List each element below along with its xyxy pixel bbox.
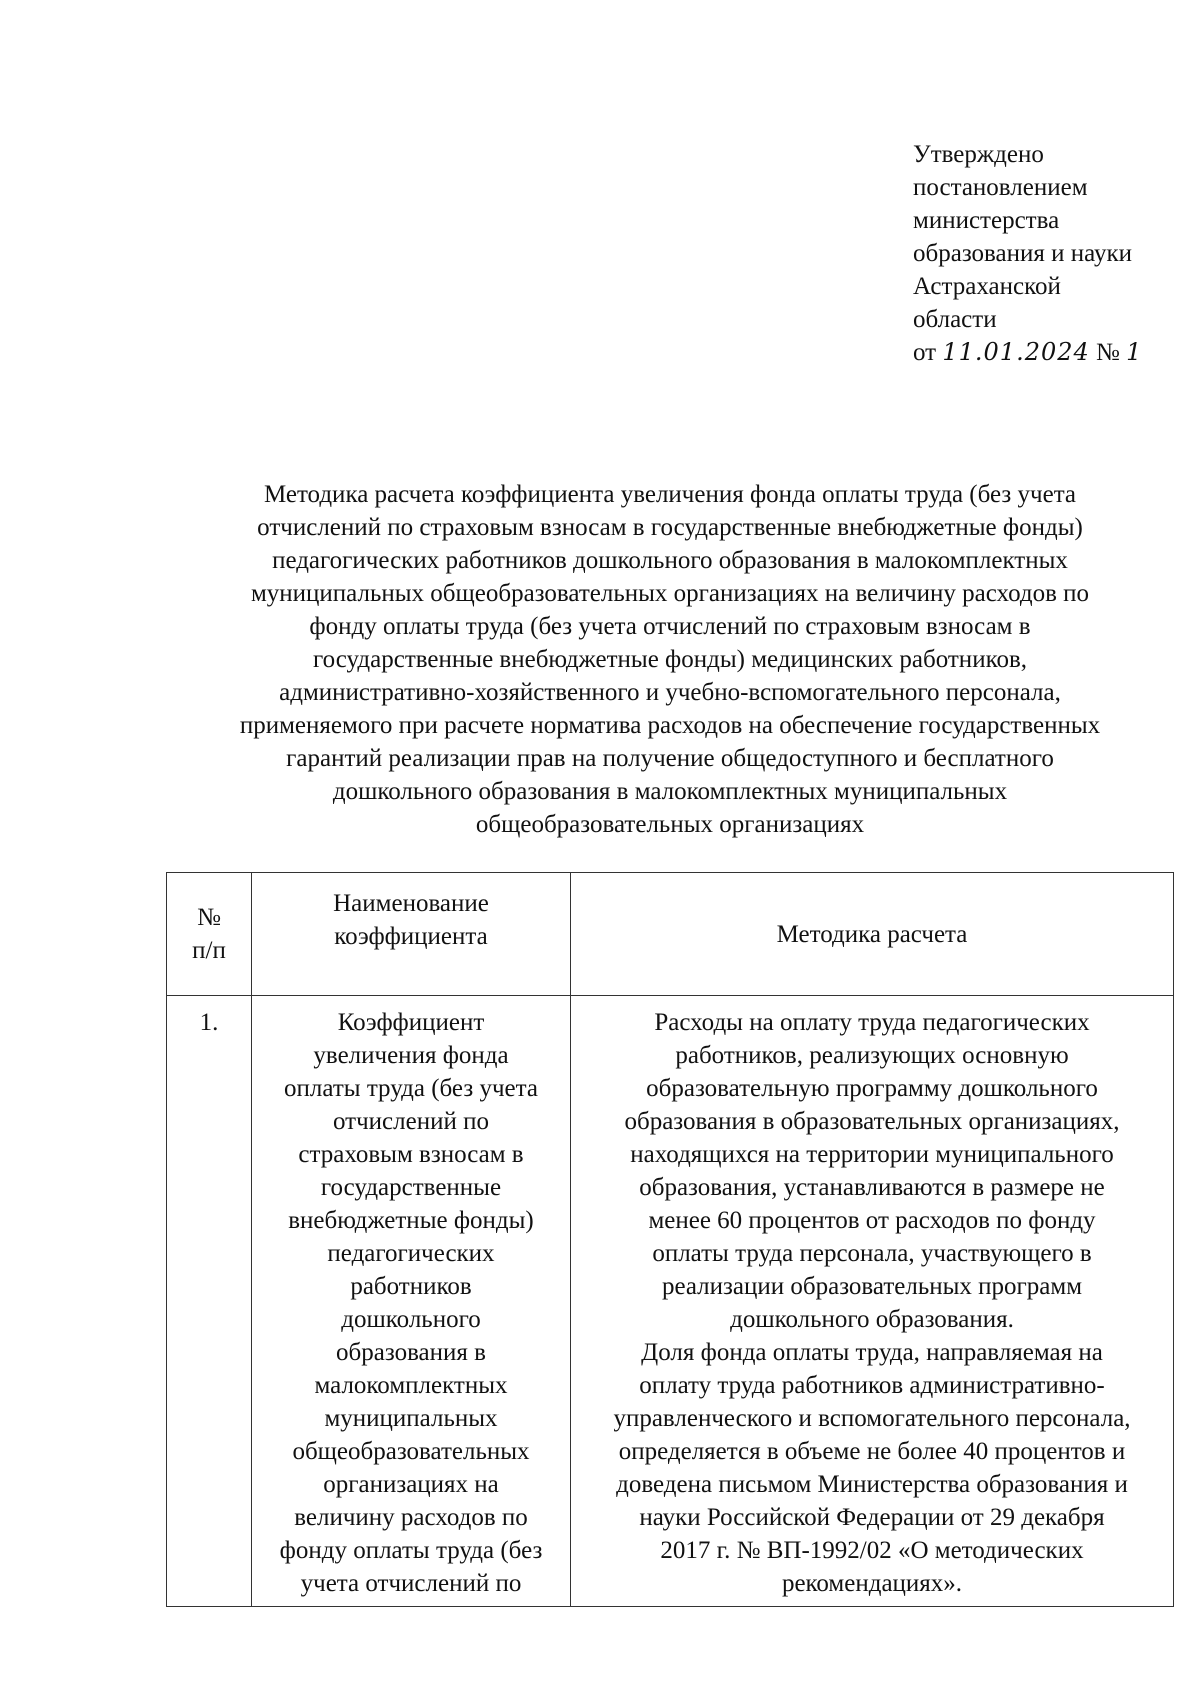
method-cell xyxy=(571,996,1174,1607)
approval-line: постановлением xyxy=(913,174,1088,201)
header-method: Методика расчета xyxy=(571,873,1174,996)
name-line: оплаты труда (без учета xyxy=(284,1075,538,1102)
approval-line: образования и науки xyxy=(913,240,1132,267)
approval-block xyxy=(913,138,1183,369)
method-line: находящихся на территории муниципального xyxy=(630,1141,1114,1168)
method-line: науки Российской Федерации от 29 декабря xyxy=(639,1504,1105,1531)
method-line: управленческого и вспомогательного персонала, xyxy=(613,1405,1131,1432)
handwritten-date: 11.01.2024 xyxy=(942,338,1090,366)
method-line: определяется в объеме не более 40 процентов и xyxy=(618,1438,1126,1465)
method-line: образования, устанавливаются в размере не xyxy=(639,1174,1105,1201)
header-coefficient-name: Наименование коэффициента xyxy=(252,873,571,996)
name-line: муниципальных xyxy=(324,1405,498,1432)
method-line: Доля фонда оплаты труда, направляемая на xyxy=(641,1339,1103,1366)
name-line: страховым взносам в xyxy=(298,1141,524,1168)
title-line: административно-хозяйственного и учебно-вспомогательного персонала, xyxy=(279,679,1061,706)
name-line: дошкольного xyxy=(341,1306,481,1333)
handwritten-number: 1 xyxy=(1126,338,1143,366)
name-line: образования в xyxy=(336,1339,486,1366)
method-line: образовательную программу дошкольного xyxy=(646,1075,1098,1102)
name-line: отчислений по xyxy=(333,1108,489,1135)
method-line: Расходы на оплату труда педагогических xyxy=(654,1009,1090,1036)
method-line: оплату труда работников административно- xyxy=(639,1372,1105,1399)
method-line: образования в образовательных организациях, xyxy=(624,1108,1120,1135)
title-line: гарантий реализации прав на получение общедоступного и бесплатного xyxy=(286,745,1054,772)
method-line: работников, реализующих основную xyxy=(675,1042,1069,1069)
approval-line: области xyxy=(913,306,997,333)
approval-line: Астраханской xyxy=(913,273,1061,300)
name-line: величину расходов по xyxy=(294,1504,528,1531)
coefficient-table xyxy=(166,872,1174,1607)
name-line: учета отчислений по xyxy=(300,1570,522,1597)
title-line: отчислений по страховым взносам в государственные внебюджетные фонды) xyxy=(257,514,1083,541)
title-line: муниципальных общеобразовательных организациях на величину расходов по xyxy=(250,580,1090,607)
title-line: государственные внебюджетные фонды) медицинских работников, xyxy=(312,646,1027,673)
method-line: менее 60 процентов от расходов по фонду xyxy=(648,1207,1096,1234)
name-line: малокомплектных xyxy=(314,1372,508,1399)
name-line: организациях на xyxy=(323,1471,499,1498)
table-row xyxy=(167,996,1174,1607)
name-line: Коэффициент xyxy=(337,1009,485,1036)
method-line: реализации образовательных программ xyxy=(661,1273,1083,1300)
method-line: дошкольного образования. xyxy=(730,1306,1014,1333)
coefficient-name-cell xyxy=(252,996,571,1607)
name-line: педагогических xyxy=(327,1240,495,1267)
title-line: Методика расчета коэффициента увеличения фонда оплаты труда (без учета xyxy=(263,481,1077,508)
row-number: 1. xyxy=(167,996,252,1607)
table-header-row xyxy=(167,873,1174,996)
number-prefix: № xyxy=(1096,339,1120,366)
name-line: внебюджетные фонды) xyxy=(288,1207,534,1234)
method-line: 2017 г. № ВП-1992/02 «О методических xyxy=(660,1537,1084,1564)
name-line: государственные xyxy=(320,1174,502,1201)
title-line: фонду оплаты труда (без учета отчислений по страховым взносам в xyxy=(309,613,1031,640)
header-number: № п/п xyxy=(167,873,252,996)
method-line: рекомендациях». xyxy=(781,1570,963,1597)
title-line: педагогических работников дошкольного образования в малокомплектных xyxy=(272,547,1068,574)
title-line: общеобразовательных организациях xyxy=(475,811,865,838)
name-line: работников xyxy=(350,1273,472,1300)
name-line: фонду оплаты труда (без xyxy=(279,1537,543,1564)
method-line: доведена письмом Министерства образования и xyxy=(616,1471,1128,1498)
name-line: общеобразовательных xyxy=(292,1438,530,1465)
approval-date-line xyxy=(913,336,1183,369)
title-line: применяемого при расчете норматива расходов на обеспечение государственных xyxy=(239,712,1101,739)
method-line: оплаты труда персонала, участвующего в xyxy=(652,1240,1092,1267)
title-line: дошкольного образования в малокомплектных муниципальных xyxy=(332,778,1008,805)
name-line: увеличения фонда xyxy=(313,1042,509,1069)
approval-line: Утверждено xyxy=(913,141,1044,168)
approval-line: министерства xyxy=(913,207,1060,234)
date-prefix: от xyxy=(913,339,937,366)
document-title xyxy=(160,478,1180,841)
